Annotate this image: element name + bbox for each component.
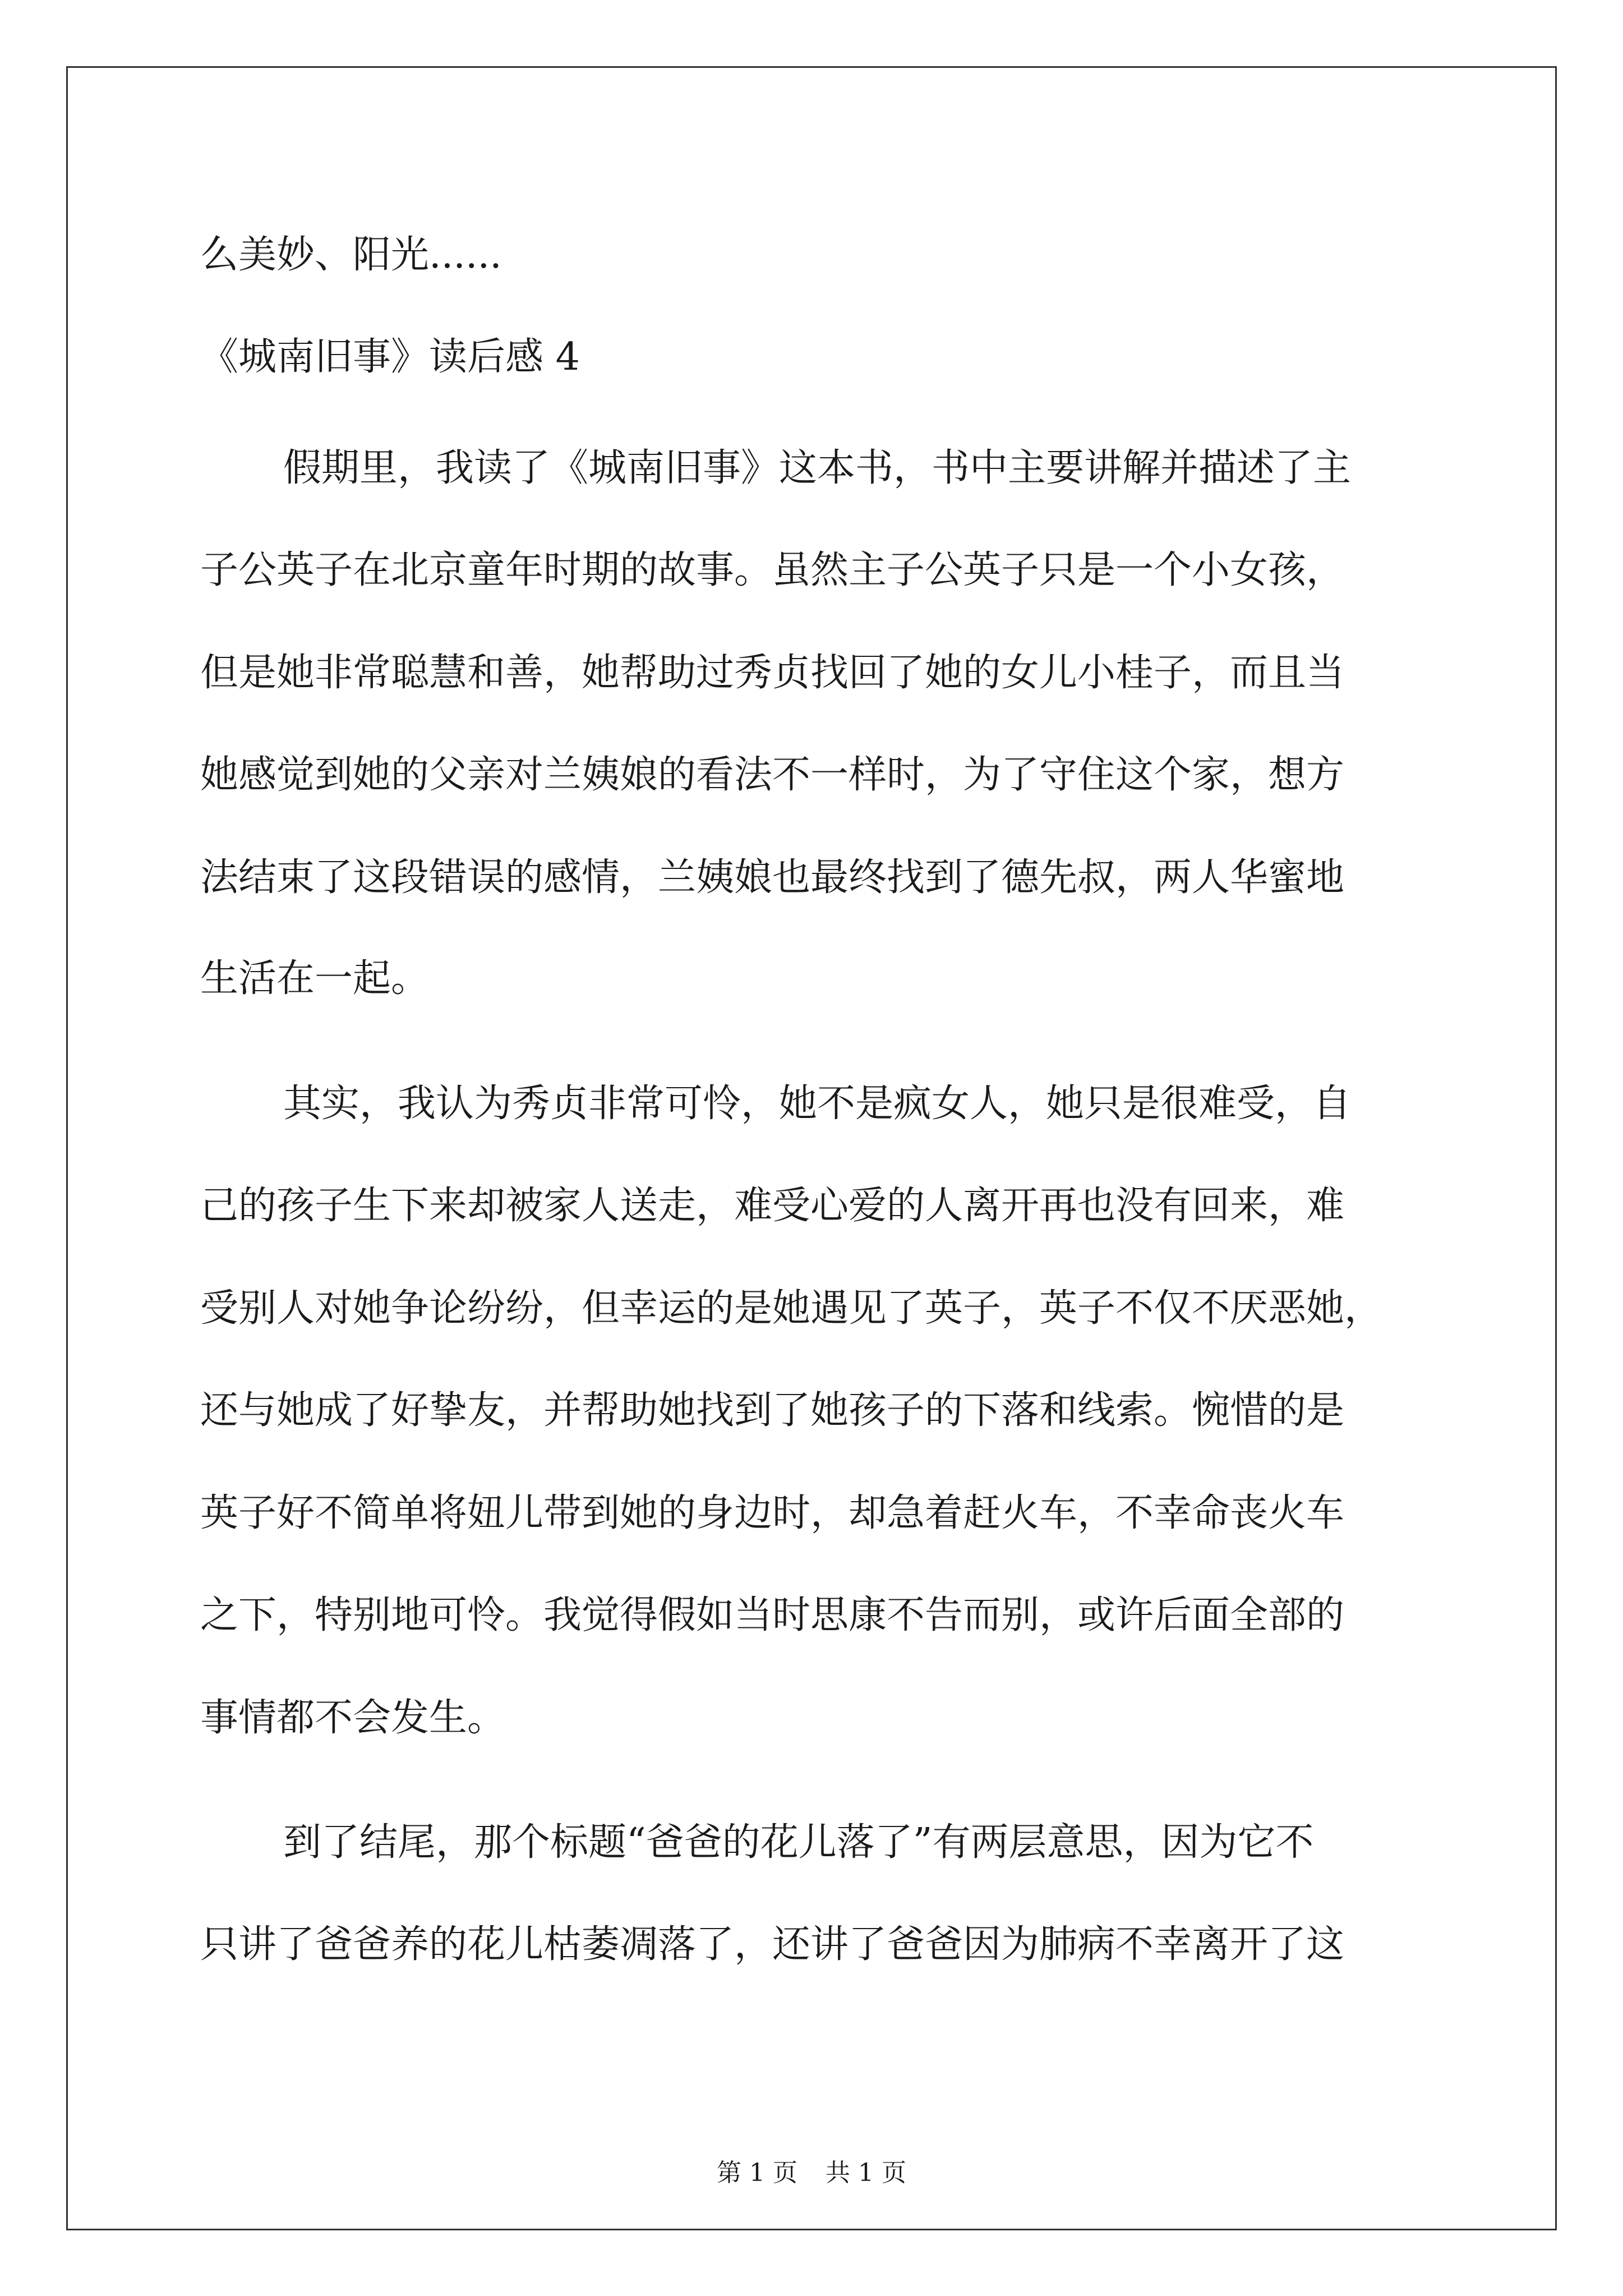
text-line: 只讲了爸爸养的花儿枯萎凋落了，还讲了爸爸因为肺病不幸离开了这 bbox=[200, 1922, 1345, 1967]
section-heading: 《城南旧事》读后感 4 bbox=[200, 335, 580, 379]
page-footer bbox=[0, 2156, 1623, 2190]
text-line: 己的孩子生下来却被家人送走，难受心爱的人离开再也没有回来，难 bbox=[200, 1184, 1345, 1228]
text-line: 假期里，我读了《城南旧事》这本书，书中主要讲解并描述了主 bbox=[283, 446, 1352, 490]
text-line: 还与她成了好挚友，并帮助她找到了她孩子的下落和线索。惋惜的是 bbox=[200, 1388, 1345, 1433]
text-line: 到了结尾，那个标题“爸爸的花儿落了”有两层意思，因为它不 bbox=[283, 1820, 1314, 1865]
text-line: 么美妙、阳光...... bbox=[200, 233, 502, 277]
text-line: 受别人对她争论纷纷，但幸运的是她遇见了英子，英子不仅不厌恶她， bbox=[200, 1286, 1383, 1331]
text-line: 英子好不简单将妞儿带到她的身边时，却急着赶火车，不幸命丧火车 bbox=[200, 1491, 1345, 1535]
text-line: 生活在一起。 bbox=[200, 956, 430, 1001]
text-line: 之下，特别地可怜。我觉得假如当时思康不告而别，或许后面全部的 bbox=[200, 1593, 1345, 1637]
text-line: 子公英子在北京童年时期的故事。虽然主子公英子只是一个小女孩， bbox=[200, 548, 1345, 592]
text-line: 法结束了这段错误的感情，兰姨娘也最终找到了德先叔，两人华蜜地 bbox=[200, 855, 1345, 900]
text-line: 其实，我认为秀贞非常可怜，她不是疯女人，她只是很难受，自 bbox=[283, 1082, 1352, 1126]
text-line: 事情都不会发生。 bbox=[200, 1696, 506, 1740]
text-line: 她感觉到她的父亲对兰姨娘的看法不一样时，为了守住这个家，想方 bbox=[200, 753, 1345, 797]
text-line: 但是她非常聪慧和善，她帮助过秀贞找回了她的女儿小桂子，而且当 bbox=[200, 651, 1345, 695]
page-number-current: 第 1 页 bbox=[717, 2159, 797, 2187]
page-number-total: 共 1 页 bbox=[826, 2159, 906, 2187]
page-border bbox=[66, 66, 1557, 2230]
